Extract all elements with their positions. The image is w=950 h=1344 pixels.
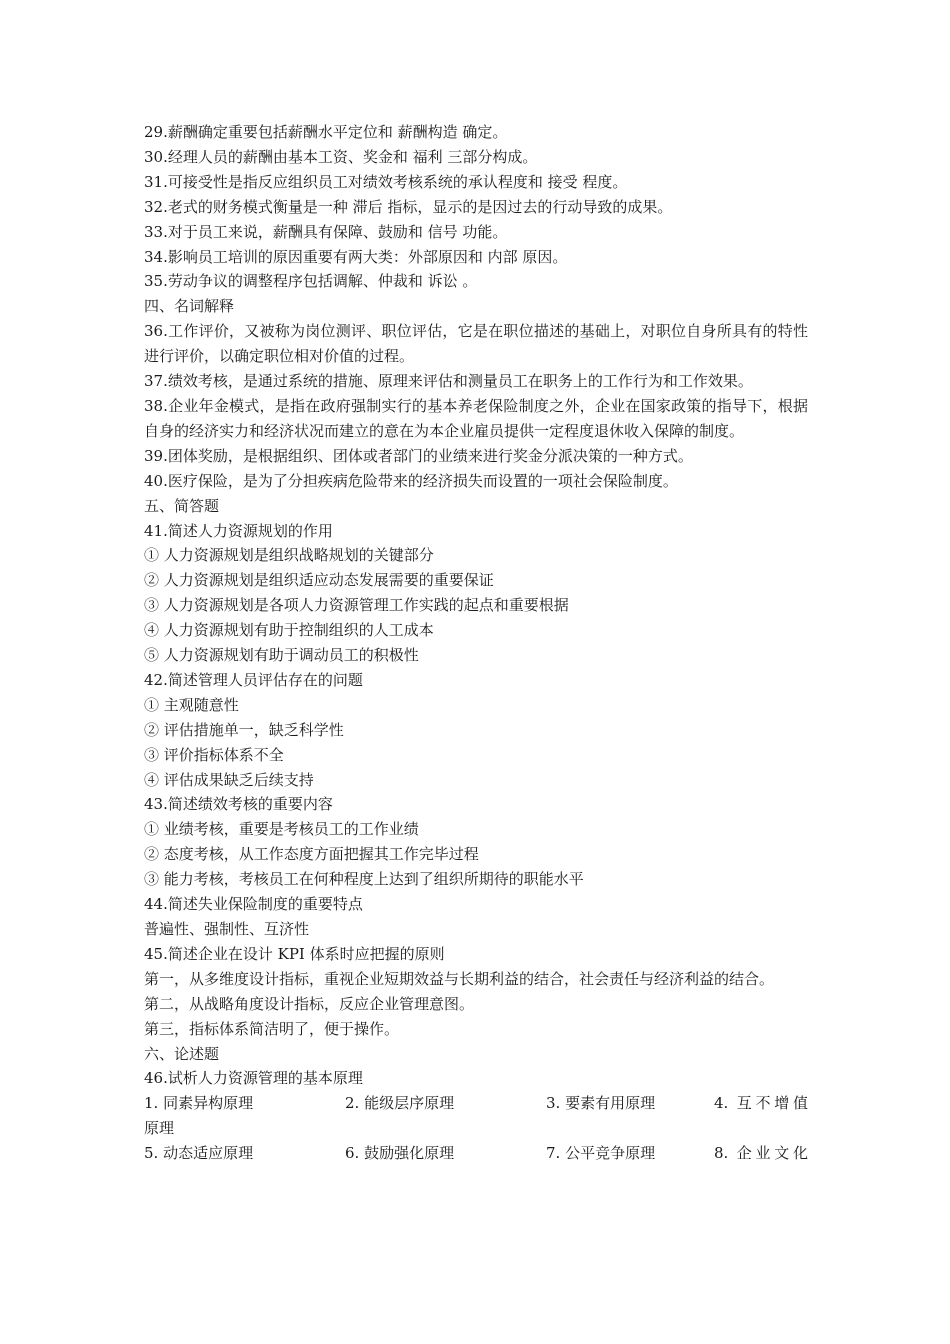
principle-item: 1. 同素异构原理	[144, 1094, 254, 1113]
text-line: 第二，从战略角度设计指标，反应企业管理意图。	[144, 994, 475, 1013]
principles-row	[144, 1141, 808, 1166]
list-item: ① 主观随意性	[144, 695, 239, 714]
principle-item: 4. 互不增值	[714, 1094, 808, 1113]
text-line: 32.老式的财务模式衡量是一种 滞后 指标，显示的是因过去的行动导致的成果。	[144, 197, 673, 216]
section-heading: 六、论述题	[144, 1044, 220, 1063]
question-title: 43.简述绩效考核的重要内容	[144, 795, 333, 814]
paragraph-38: 38.企业年金模式，是指在政府强制实行的基本养老保险制度之外，企业在国家政策的指导下，根据自身的经济实力和经济状况而建立的意在为本企业雇员提供一定程度退休收入保障的制度。	[144, 396, 808, 440]
text-line: 37.绩效考核，是通过系统的措施、原理来评估和测量员工在职务上的工作行为和工作效果。	[144, 372, 753, 391]
list-item: ① 业绩考核，重要是考核员工的工作业绩	[144, 820, 419, 839]
text-line: 29.薪酬确定重要包括薪酬水平定位和 薪酬构造 确定。	[144, 123, 508, 141]
principle-item: 5. 动态适应原理	[144, 1144, 254, 1163]
list-item: ① 人力资源规划是组织战略规划的关键部分	[144, 546, 434, 565]
text-line: 34.影响员工培训的原因重要有两大类：外部原因和 内部 原因。	[144, 247, 568, 266]
principle-item: 3. 要素有用原理	[546, 1094, 656, 1113]
text-line: 第三，指标体系简洁明了，便于操作。	[144, 1019, 400, 1038]
question-title: 46.试析人力资源管理的基本原理	[144, 1069, 363, 1088]
list-item: ② 人力资源规划是组织适应动态发展需要的重要保证	[144, 571, 494, 590]
question-title: 44.简述失业保险制度的重要特点	[144, 895, 363, 914]
text-line: 31.可接受性是指反应组织员工对绩效考核系统的承认程度和 接受 程度。	[144, 172, 628, 191]
list-item: ③ 能力考核，考核员工在何种程度上达到了组织所期待的职能水平	[144, 870, 584, 889]
principles-row	[144, 1091, 808, 1116]
text-line: 40.医疗保险，是为了分担疾病危险带来的经济损失而设置的一项社会保险制度。	[144, 471, 678, 490]
paragraph-36: 36.工作评价，又被称为岗位测评、职位评估，它是在职位描述的基础上，对职位自身所具有的特性进行评价，以确定职位相对价值的过程。	[144, 322, 808, 366]
list-item: ② 态度考核，从工作态度方面把握其工作完毕过程	[144, 845, 479, 864]
paragraph-45-first: 第一，从多维度设计指标，重视企业短期效益与长期利益的结合，社会责任与经济利益的结合。	[144, 969, 775, 988]
text-line: 39.团体奖励，是根据组织、团体或者部门的业绩来进行奖金分派决策的一种方式。	[144, 446, 693, 465]
principle-item: 7. 公平竞争原理	[546, 1144, 656, 1163]
list-item: ④ 人力资源规划有助于控制组织的人工成本	[144, 621, 434, 640]
document-page	[144, 120, 808, 1166]
principle-item: 6. 鼓励强化原理	[345, 1144, 455, 1163]
text-line: 30.经理人员的薪酬由基本工资、奖金和 福利 三部分构成。	[144, 147, 538, 166]
principle-item: 8. 企业文化	[714, 1144, 808, 1163]
list-item: ④ 评估成果缺乏后续支持	[144, 770, 314, 789]
principle-continuation: 原理	[144, 1119, 175, 1138]
list-item: ② 评估措施单一，缺乏科学性	[144, 720, 344, 739]
question-title: 41.简述人力资源规划的作用	[144, 521, 333, 540]
text-line: 普遍性、强制性、互济性	[144, 920, 310, 938]
list-item: ⑤ 人力资源规划有助于调动员工的积极性	[144, 646, 419, 665]
list-item: ③ 评价指标体系不全	[144, 745, 284, 764]
list-item: ③ 人力资源规划是各项人力资源管理工作实践的起点和重要根据	[144, 596, 569, 615]
question-title: 45.简述企业在设计 KPI 体系时应把握的原则	[144, 944, 445, 963]
text-line: 33.对于员工来说，薪酬具有保障、鼓励和 信号 功能。	[144, 222, 508, 241]
principle-item: 2. 能级层序原理	[345, 1094, 455, 1113]
section-heading: 四、名词解释	[144, 297, 235, 316]
text-line: 35.劳动争议的调整程序包括调解、仲裁和 诉讼 。	[144, 272, 478, 291]
section-heading: 五、简答题	[144, 496, 220, 515]
question-title: 42.简述管理人员评估存在的问题	[144, 670, 363, 689]
